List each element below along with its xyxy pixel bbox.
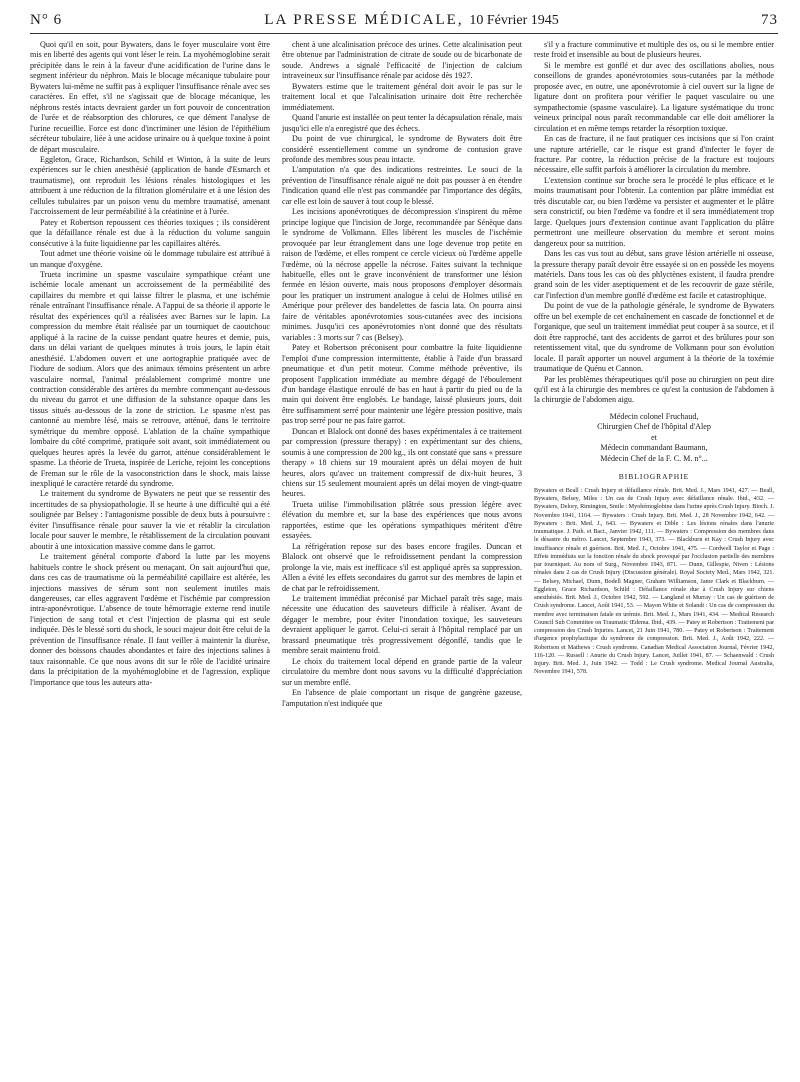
signature-and: et bbox=[651, 432, 657, 442]
paragraph: En l'absence de plaie comportant un risque de gangrène gazeuse, l'amputation n'est indiquée que bbox=[282, 688, 522, 708]
journal-name: LA PRESSE MÉDICALE, bbox=[264, 12, 464, 28]
paragraph: Duncan et Blalock ont donné des bases expérimentales à ce traitement par compression (pressure therapy) : en expérimentant sur des chiens, soumis à une compression de 200 kg., ils ont constaté que sans « pressure therapy » 18 chiens sur 19 mouraient après un délai moyen de huit heures, alors qu'avec un traitement compressif de dix-huit heures, 3 chiens sur 15 seulement mouraient après un délai moyen de vingt-quatre heures. bbox=[282, 426, 522, 499]
column-3 bbox=[534, 40, 774, 709]
paragraph: Quand l'anurie est installée on peut tenter la décapsulation rénale, mais jusqu'ici elle n'a enregistré que des échecs. bbox=[282, 113, 522, 133]
paragraph: L'extension continue sur broche sera le procédé le plus efficace et le moins traumatisant pour l'obtenir. La contention par plâtre immédiat est très discutable car, ou bien l'œdème va persister et augmenter et le plâtre sera constrictif, ou bien l'œdème va fondre et il sera immédiatement trop large. Quelques jours d'extension continue avant l'application du plâtre permettront une meilleure observation du membre et seront moins dangereux pour sa nutrition. bbox=[534, 175, 774, 248]
paragraph: Le choix du traitement local dépend en grande partie de la valeur circulatoire du membre dont nous savons vu la difficulté d'appréciation sur un membre enflé. bbox=[282, 656, 522, 687]
author-1-role: Chirurgien Chef de l'hôpital d'Alep bbox=[597, 422, 711, 432]
bibliography-entry: Bywaters et Beall : Crush Injury et défaillance rénale. Brit. Med. J., Mars 1941, 427. — Beall, Bywaters, Belsey, Miles : Un cas de Crush Injury avec défaillance rénale. Ibid., 432. — Bywaters, Delory, Rimington, Smile : Myohémoglobine dans l'urine après Crush Injury. Bioch. J. Novembre 1941, 1164. — Bywaters : Crush Injury. Brit. Med. J., 28 Novembre 1942, 642. — Bywaters : Brit. Med. J., 643. — Bywaters et Dible : Les lésions rénales dans l'anurie traumatique. J. Path. et Bact., Janvier 1942, 111. — Bywaters : Compression des membres dans le désastre du métro. Lancet, Septembre 1943, 373. — Blackburn et Kay : Crush Injury avec insuffisance rénale et guérison. Brit. Med. J., Octobre 1941, 475. — Cordwell Taylor et Page : Effets immédiats sur la fonction rénale du shock provoqué par l'occlusion partielle des membres par tourniquet. Au nom of Surg., Novembre 1943, 871. — Dunn, Gillespie, Niven : Lésions rénales dans 2 cas de Crush Injury (Discussion générale). Royal Society Med., Mars 1942, 321. — Belsey, Michael, Dunn, Bodell Magner, Graham Williamson, Jame Clark et Blackburn. — Eggleton, Grace Richardson, Schild : Défaillance rénale due à Crush Injury sur chiens anesthésiés. Brit. Med. J., Octobre 1942, 592. — Langland et Murray : Un cas de guérison de Crush syndrome. Lancet, Août 1941, 53. — Mayon White et Solandt : Un cas de compression du membre avec terminaison fatale en urémie. Brit. Med. J., Mars 1941, 434. — Medical Research Council Sub Committee on Traumatic Œdema. Ibid., 439. — Patey et Robertson : Traitement par compression des Crush Injuries. Lancet, 21 Juin 1941, 780. — Patey et Robertson : Traitement d'urgence prophylactique du syndrome de compression. Brit. Med. J., Août 1942, 222. — Robertson et Mathews : Crush syndrome. Canadian Medical Association Journal, Février 1942, 116-120. — Russell : Anurie du Crush Injury. Lancet, Juillet 1941, 87. — Schaenwald : Crush Injury. Brit. Med. J., Juin 1942. — Todd : Le Crush syndrome. Medical Journal Australia, Novembre 1941, 578. bbox=[534, 487, 774, 676]
paragraph: Le traitement immédiat préconisé par Michael paraît très sage, mais nécessite une éducation des sauveteurs difficile à réaliser. Avant de dégager le membre, pour éviter l'inondation toxique, les sauveteurs devraient appliquer le garrot. Celui-ci serait à l'hôpital remplacé par un brassard pneumatique très progressivement dégonflé, tandis que le membre serait maintenu froid. bbox=[282, 594, 522, 656]
issue-number: N° 6 bbox=[30, 12, 63, 28]
paragraph: Du point de vue de la pathologie générale, le syndrome de Bywaters offre un bel exemple de cet enchaînement en cascade de fonctionnel et de l'organique, que seul un traitement immédiat peut couper à sa source, et il doit être rapproché, tant des accidents de garrot et des brûlures pour son retentissement vital, que du syndrome de Volkmann pour son évolution locale. Il paraît apporter un nouvel argument à la théorie de la toxémie traumatique de Quénu et Cannon. bbox=[534, 301, 774, 374]
paragraph: En cas de fracture, il ne faut pratiquer ces incisions que si l'on craint une rupture artérielle, car le risque est grand d'infecter le foyer de fracture. Par contre, la réduction précise de la fracture est toujours nécessaire, elle suffit parfois à améliorer la circulation du membre. bbox=[534, 134, 774, 175]
author-2: Médecin commandant Baumann, bbox=[600, 443, 708, 453]
bibliography bbox=[534, 487, 774, 677]
paragraph: chent à une alcalinisation précoce des urines. Cette alcalinisation peut être obtenue par l'administration de citrate de soude ou de bicarbonate de soude. Andrews a signalé l'efficacité de l'injection de calcium intraveineux sur l'insuffisance rénale par acidose dès 1927. bbox=[282, 40, 522, 81]
paragraph: Dans les cas vus tout au début, sans grave lésion artérielle ni osseuse, la pressure therapy paraît devoir être essayée si on en possède les moyens matériels. Dans tous les cas où des phlyctènes existent, il faudra prendre grand soin de les vider aseptiquement et de les recouvrir de gaze stérile, car l'infection d'un membre gonflé d'œdème est facile et catastrophique. bbox=[534, 249, 774, 300]
signature-block bbox=[534, 412, 774, 465]
article-columns bbox=[30, 40, 778, 709]
paragraph: Patey et Robertson repoussent ces théories toxiques ; ils considèrent que la défaillance rénale est due à la réduction du volume sanguin consécutive à la fuite liquidienne par les capillaires altérés. bbox=[30, 217, 270, 248]
column-2 bbox=[282, 40, 522, 709]
paragraph: La réfrigération repose sur des bases encore fragiles. Duncan et Blalock ont observé que le refroidissement pendant la compression prolonge la vie, mais est inefficace s'il est appliqué après sa suppression. Allen a évité les effets secondaires du garrot sur des membres de lapin et de chat par le refroidissement. bbox=[282, 541, 522, 593]
author-2-role: Médecin Chef de la F. C. M. n°... bbox=[600, 453, 708, 463]
paragraph: Quoi qu'il en soit, pour Bywaters, dans le foyer musculaire vont être mis en liberté des agents qui vont léser le rein. La myohémoglobine serait précipitée dans le rein à la faveur d'une acidification de l'urine dans le segment inférieur du néphron. Mais le blocage mécanique tubulaire pour Bywaters lui-même ne suffit pas à expliquer l'insuffisance rénale avec ses caractères. En effet, s'il ne s'agissait que de blocage mécanique, les néphrons restés intacts devraient garder un fort pouvoir de concentration de l'urée et de réabsorption des chlorures, ce que dément l'analyse de l'urine recueillie. Force est donc d'incriminer une lésion de l'épithélium sécréteur tubulaire, liée à une acidose urinaire ou à quelque toxine à point de départ musculaire. bbox=[30, 40, 270, 154]
column-3-body bbox=[534, 40, 774, 406]
paragraph: L'amputation n'a que des indications restreintes. Le souci de la prévention de l'insuffisance rénale aiguë ne doit pas pousser à en étendre l'indication quand elle n'est pas commandée par l'importance des dégâts, car elle est loin de sauver à tout coup le blessé. bbox=[282, 165, 522, 206]
bibliography-title: BIBLIOGRAPHIE bbox=[618, 472, 690, 482]
paragraph: s'il y a fracture comminutive et multiple des os, ou si le membre entier reste froid et insensible au bout de plusieurs heures. bbox=[534, 40, 774, 60]
column-1 bbox=[30, 40, 270, 709]
paragraph: Le traitement du syndrome de Bywaters ne peut que se ressentir des incertitudes de sa physiopathologie. Il se heurte à une difficulté qui a été soulignée par Belsey : l'antagonisme possible de deux buts à poursuivre : éviter l'insuffisance rénale pour sauver la vie et rétablir la circulation locale pour sauver le membre, le rétablissement de la circulation pouvant aboutir à une intoxication massive comme dans le garrot. bbox=[30, 489, 270, 551]
issue-date: 10 Février 1945 bbox=[469, 13, 559, 28]
author-1: Médecin colonel Fruchaud, bbox=[609, 411, 699, 421]
paragraph: Par les problèmes thérapeutiques qu'il pose au chirurgien on peut dire qu'il est à la chirurgie des membres ce qu'est la contusion de l'abdomen à la chirurgie de l'abdomen aigu. bbox=[534, 374, 774, 405]
journal-title-line bbox=[264, 12, 558, 29]
paragraph: Trueta utilise l'immobilisation plâtrée sous pression légère avec élévation du membre et, sur la base des expériences que nous avons rapportées, estime que les opérations sympathiques méritent d'être essayées. bbox=[282, 499, 522, 541]
paragraph: Tout admet une théorie voisine où le dommage tubulaire est attribué à un manque d'oxygène. bbox=[30, 249, 270, 269]
paragraph: Patey et Robertson préconisent pour combattre la fuite liquidienne l'emploi d'une compression intermittente, établie à l'aide d'un brassard pneumatique et d'un petit moteur. Comme méthode préventive, ils proposent l'application immédiate au membre dégagé de l'éboulement d'un bandage élastique enroulé de bas en haut à partir du pied ou de la main qui doivent être englobés. Le bandage, laissé plusieurs jours, doit être suffisamment serré pour maintenir une légère pression positive, mais pas trop serré pour ne pas faire garrot. bbox=[282, 343, 522, 426]
paragraph: Du point de vue chirurgical, le syndrome de Bywaters doit être considéré essentiellement comme un syndrome de contusion grave profonde des membres sous peau intacte. bbox=[282, 134, 522, 164]
page-header bbox=[30, 12, 778, 34]
paragraph: Les incisions aponévrotiques de décompression s'inspirent du même principe logique que l'incision de Jorge, recommandée par Sénèque dans le syndrome de Volkmann. Elles libèrent les muscles de l'ischémie provoquée par leur étranglement dans une loge devenue trop petite en raison de l'œdème, et elles rompent ce cercle vicieux où l'œdème appelle l'œdème, où la nécrose appelle la nécrose. Faites suivant la technique habituelle, elles ont le grave inconvénient de transformer une lésion fermée en lésion ouverte, mais nous proposons d'employer désormais pour les pratiquer un instrument analogue à celui de Holmes utilisé en Amérique pour prélever des bandelettes de fascia lata. On pourra ainsi faire de véritables aponévrotomies sous-cutanées avec des incisions minimes. Jusqu'ici ces aponévrotomies n'ont donné que des résultats variables : 3 morts sur 7 cas (Belsey). bbox=[282, 207, 522, 342]
page-number: 73 bbox=[760, 12, 778, 28]
paragraph: Trueta incrimine un spasme vasculaire sympathique créant une ischémie locale amenant un accroissement de la perméabilité des capillaires du membre et qui laisse filtrer le plasma, et une ischémie rénale entraînant l'insuffisance rénale. A l'appui de sa théorie il apporte le résultat des expériences qu'il a réalisées avec Barnes sur le lapin. La compression du membre était réalisée par un tourniquet de caoutchouc appliqué à la racine de la cuisse pendant quatre heures et demie, puis, dans un délai variant de quelques minutes à trois jours, le lapin était anesthésié. L'abdomen ouvert et une aortographie pratiquée avec de l'iodure de sodium. Alors que des animaux témoins présentent un arbre vasculaire normal, l'animal préalablement comprimé montre une contraction considérable des artères du membre commençant au-dessous du niveau du garrot et une diffusion de la substance opaque dans les tissus situés au-dessous de la zone de striction. Le spasme n'est pas cantonné au membre lésé, mais se retrouve, atténué, dans le territoire symétrique du membre opposé. L'ablation de la chaîne sympathique lombaire du côté comprimé, pratiquée soit avant, soit immédiatement ou quelques heures après la levée du garrot, atténue considérablement le spasme. La théorie de Trueta, inspirée de Leriche, rejoint les conceptions de Freman sur le rôle de la vasoconstriction dans le shock, mais laisse inexpliqué le caractère retardé du syndrome. bbox=[30, 269, 270, 489]
paragraph: Si le membre est gonflé et dur avec des oscillations abolies, nous conseillons de grandes aponévrotomies sous-cutanées par la méthode proposée avec, en outre, une aponévrotomie à ciel ouvert sur la ligne de ligature dont on profitera pour vérifier le paquet vasculaire ou une sympathectomie (spasme vasculaire). La ligature systématique du tronc veineux principal nous paraît recommandable car elle doit améliorer la circulation et en même temps retarder la résorption toxique. bbox=[534, 60, 774, 133]
paragraph: Le traitement général comporte d'abord la lutte par les moyens habituels contre le shock présent ou menaçant. On sait aujourd'hui que, dans ces cas de traumatisme où la perméabilité capillaire est altérée, les injections massives de sérum sont non seulement inutiles mais dangereuses, car elles aggravent l'œdème et l'ischémie par compression intra-aponévrotique. L'absence de toute hémorragie externe rend inutile l'injection de sang total et c'est l'injection de plasma qui est seule indiquée. Dès le blessé sorti du shock, le souci majeur doit être celui de la prévention de l'insuffisance rénale. Il faut veiller à maintenir la diurèse, donner des boissons chaudes abondantes et faire des injections salines à taux raisonnable. Ce que nous avons dit sur le rôle de l'acidité urinaire dans la précipitation de la myohémoglobine et de l'agression, explique l'importance que tous les auteurs atta- bbox=[30, 552, 270, 687]
paragraph: Bywaters estime que le traitement général doit avoir le pas sur le traitement local et que l'alcalinisation urinaire doit être recherchée immédiatement. bbox=[282, 81, 522, 112]
paragraph: Eggleton, Grace, Richardson, Schild et Winton, à la suite de leurs expériences sur le chien anesthésié (application de bande d'Esmarch et traumatisme), ont reproduit les lésions rénales histologiques et les attribuent à une réduction de la filtration glomérulaire et à une lésion des cellules tubulaires par un poison venu du membre traumatisé, amenant l'accroissement de leur perméabilité à la créatinine et à l'urée. bbox=[30, 154, 270, 217]
